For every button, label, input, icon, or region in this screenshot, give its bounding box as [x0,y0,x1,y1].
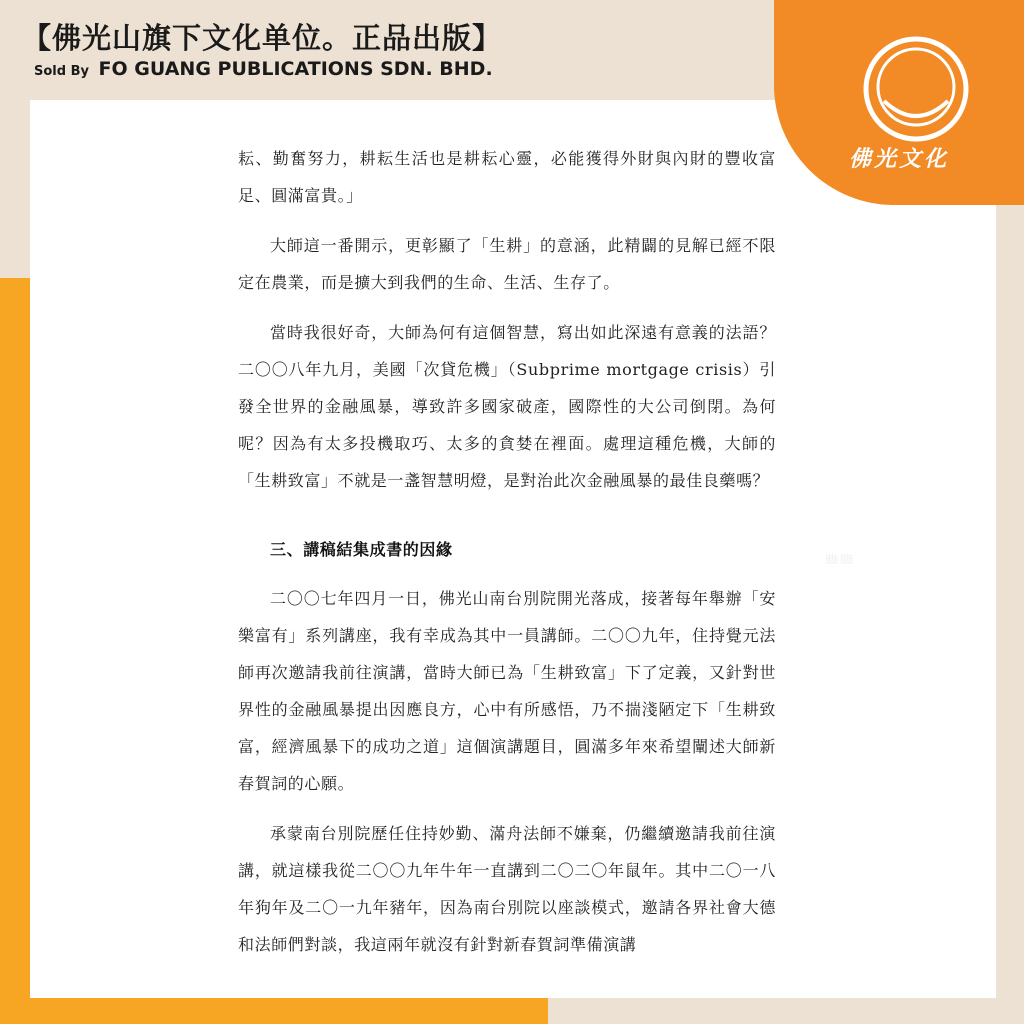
paragraph: 承蒙南台別院歷任住持妙勤、滿舟法師不嫌棄，仍繼續邀請我前往演講，就這樣我從二〇〇九年牛年一直講到二〇二〇年鼠年。其中二〇一八年狗年及二〇一九年豬年，因為南台別院以座談模式，邀請各界社會大德和法師們對談，我這兩年就沒有針對新春賀詞準備演講 [238,824,776,954]
paragraph: 大師這一番開示，更彰顯了「生耕」的意涵，此精闢的見解已經不限定在農業，而是擴大到我們的生命、生活、生存了。 [238,236,776,292]
paragraph: 耘、勤奮努力，耕耘生活也是耕耘心靈，必能獲得外財與內財的豐收富足、圓滿富貴。」 [238,149,776,205]
paragraph: 二〇〇七年四月一日，佛光山南台別院開光落成，接著每年舉辦「安樂富有」系列講座，我有幸成為其中一員講師。二〇〇九年，住持覺元法師再次邀請我前往演講，當時大師已為「生耕致富」下了定義，又針對世界性的金融風暴提出因應良方，心中有所感悟，乃不揣淺陋定下「生耕致富，經濟風暴下的成功之道」這個演講題目，圓滿多年來希望闡述大師新春賀詞的心願。 [238,589,776,793]
brand-logo-text: 佛光文化 [848,146,949,172]
page-body [238,140,776,976]
book-page [30,100,996,998]
decorative-stripe-bottom [0,998,548,1024]
seller-header [22,20,502,80]
section-heading: 三、講稿結集成書的因緣 [270,540,453,559]
seller-line [34,58,502,80]
brand-logo-icon [862,35,970,143]
company-name: FO GUANG PUBLICATIONS SDN. BHD. [98,58,493,80]
bleed-through-marks: ░░ ░░ [826,555,854,564]
sold-by-label: Sold By [34,64,89,79]
decorative-stripe-left [0,278,30,1024]
seller-banner-title: 【佛光山旗下文化单位。正品出版】 [22,21,503,55]
paragraph: 當時我很好奇，大師為何有這個智慧，寫出如此深遠有意義的法語？二〇〇八年九月，美國「次貸危機」（Subprime mortgage crisis）引發全世界的金融風暴，導致許多國家破產，國際性的大公司倒閉。為何呢？因為有太多投機取巧、太多的貪婪在裡面。處理這種危機，大師的「生耕致富」不就是一盞智慧明燈，是對治此次金融風暴的最佳良藥嗎？ [238,323,776,490]
